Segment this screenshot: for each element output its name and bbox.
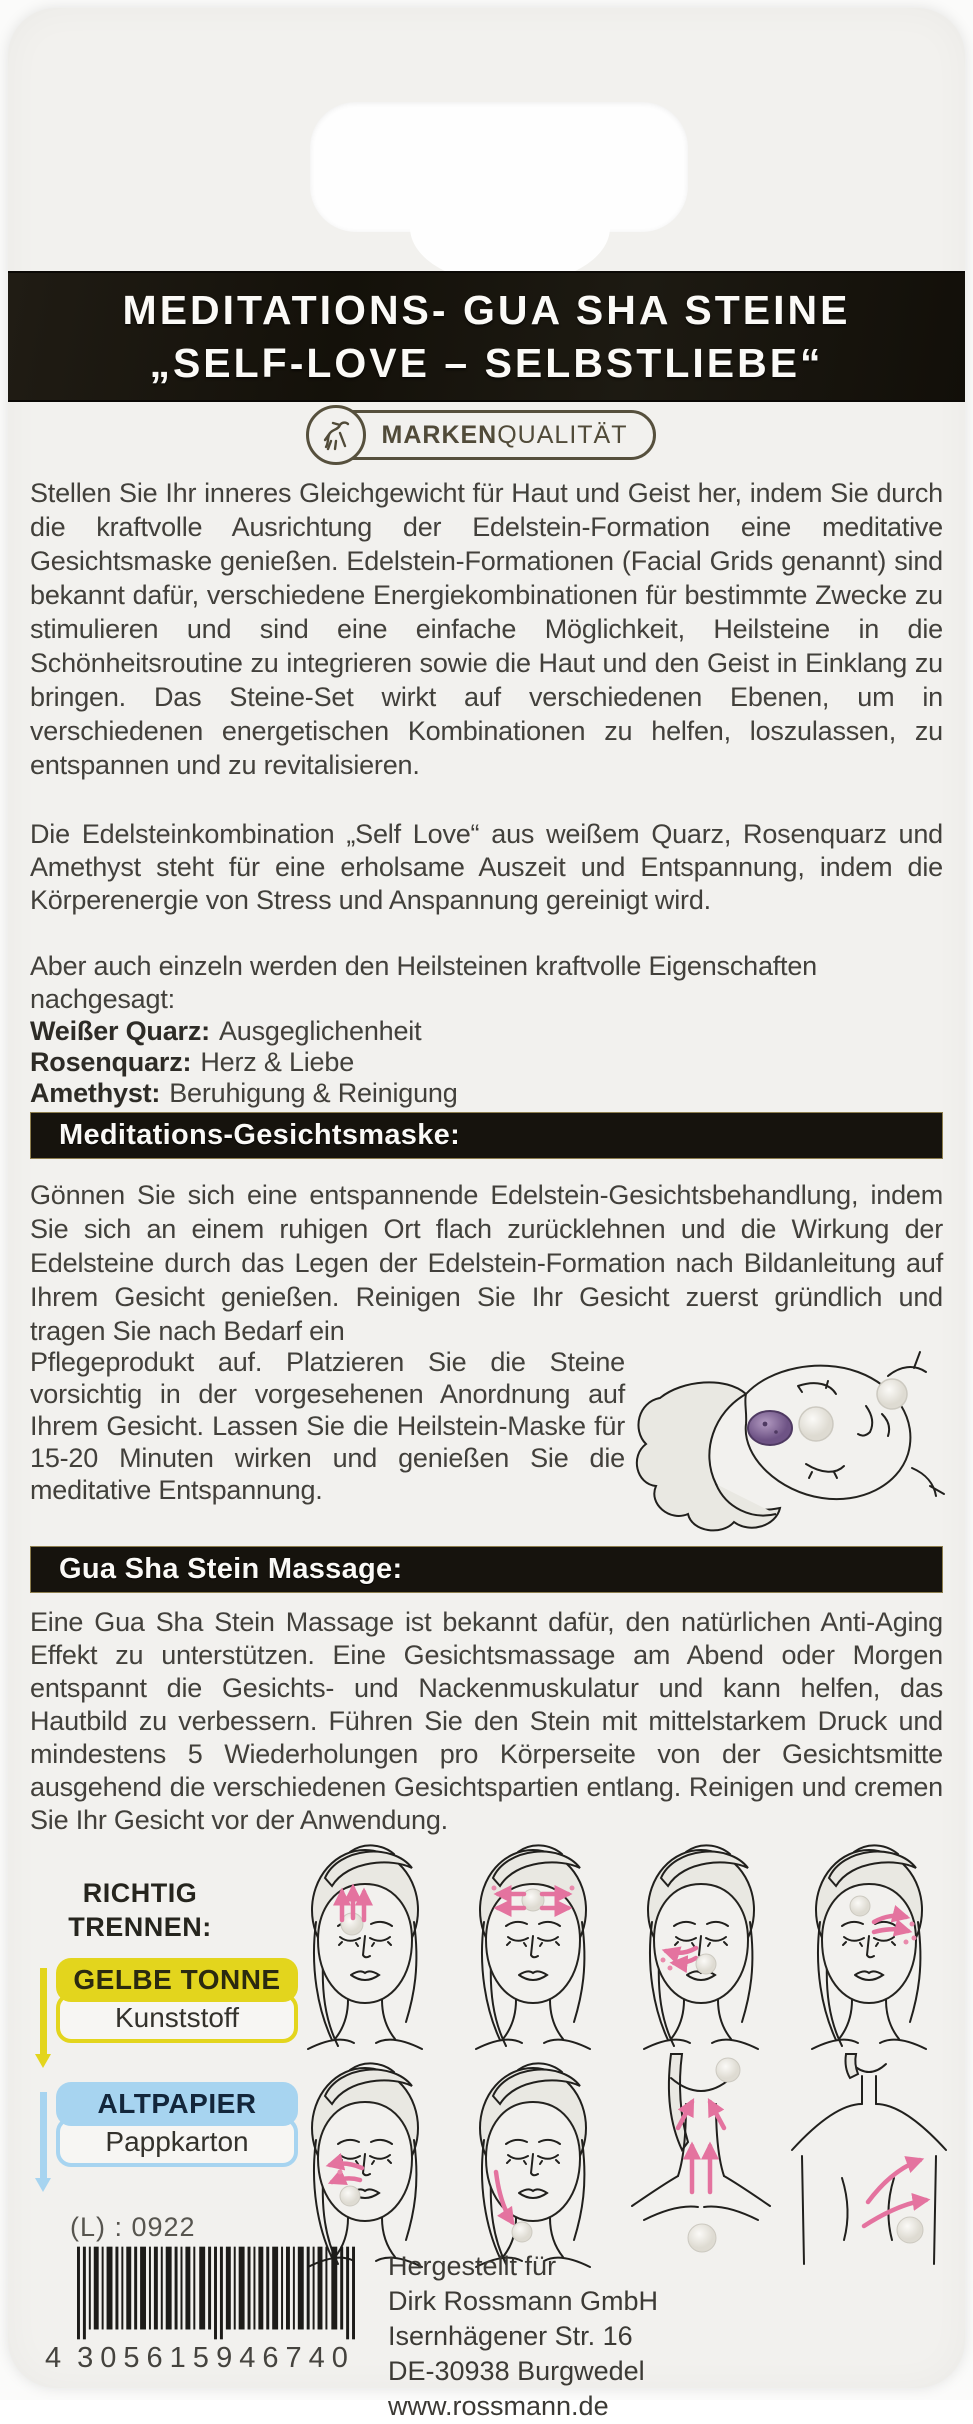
barcode-bars [77,2246,355,2340]
barcode-digits: 4 305615 946740 [45,2342,355,2374]
mask-paragraph-part2: Pflegeprodukt auf. Platzieren Sie die Steine vorsichtig in der vorgesehenen Anordnung auf Ihrem Gesicht. Lassen Sie die Heilstein-Maske für 15-20 Minuten wirken und genießen Sie die meditative Entspannung. [30,1347,625,1505]
recycling-item-altpapier [40,2082,298,2167]
badge-text-qualitaet: QUALITÄT [497,420,628,449]
massage-step-forehead-out [448,1836,618,2056]
combination-paragraph: Die Edelsteinkombination „Self Love“ aus weißem Quarz, Rosenquarz und Amethyst steht für eine erholsame Auszeit und Entspannung, indem die Körperenergie von Stress und Anspannung gereinigt wird. [30,819,943,915]
markenqualitaet-badge [0,410,973,460]
intro-paragraph: Stellen Sie Ihr inneres Gleichgewicht für Haut und Geist her, indem Sie durch die kraftvolle Ausrichtung der Edelstein-Formation eine meditative Gesichtsmaske genießen. Edelstein-Formationen (Facial Grids genannt) sind bekannt dafür, verschiedene Energiekombinationen für bestimmte Zwecke zu stimulieren und sind eine einfache Möglichkeit, Heilsteine in die Schönheitsroutine zu integrieren sowie die Haut und den Geist in Einklang zu bringen. Das Steine-Set wirkt auf verschiedenen Ebenen, um in verschiedenen energetischen Kombinationen zu helfen, loszulassen, zu entspannen und zu revitalisieren. [30,478,943,780]
address-line: Hergestellt für [388,2251,557,2281]
massage-step-cheek-out [280,2054,450,2274]
bin-material: Pappkarton [56,2117,298,2167]
ean-barcode [45,2246,355,2375]
massage-step-brow-out [784,1836,954,2056]
properties-intro: Aber auch einzeln werden den Heilsteinen kraftvolle Eigenschaften nachgesagt: [30,951,817,1014]
address-line: DE-30938 Burgwedel [388,2356,645,2386]
rossmann-centaur-icon [306,405,366,465]
section-header-massage: Gua Sha Stein Massage: [30,1546,943,1593]
title-line-2: „SELF-LOVE – SELBSTLIEBE“ [149,339,824,386]
yellow-arrow-icon [40,1968,47,2054]
stone-properties [30,950,943,1109]
massage-paragraph: Eine Gua Sha Stein Massage ist bekannt dafür, den natürlichen Anti-Aging Effekt zu unterstützen. Eine Gesichtsmassage am Abend oder Morgen entspannt die Gesichts- und Nackenmuskulatur und kann helfen, das Hautbild zu verbessern. Führen Sie den Stein mit mittelstarkem Druck und mindestens 5 Wiederholungen pro Körperseite von der Gesichtsmitte ausgehend die verschiedenen Gesichtspartien entlang. Reinigen und cremen Sie Ihr Gesicht vor der Anwendung. [30,1607,943,1835]
address-line: Isernhägener Str. 16 [388,2321,633,2351]
mask-paragraph-part1: Gönnen Sie sich eine entspannende Edelstein-Gesichtsbehandlung, indem Sie sich an einem ruhigen Ort flach zurücklehnen und die Wirkung der Edelsteine durch das Legen der Edelstein-Formation nach Bildanleitung auf Ihrem Gesicht genießen. Reinigen Sie Ihr Gesicht zuerst gründlich und tragen Sie nach Bedarf ein [30,1180,943,1346]
recycling-item-gelbe-tonne [40,1958,298,2043]
property-rosenquarz: Rosenquarz: Herz & Liebe [30,1047,355,1077]
massage-step-forehead-up [280,1836,450,2056]
property-weisser-quarz: Weißer Quarz: Ausgeglichenheit [30,1016,422,1046]
bin-label: GELBE TONNE [56,1958,298,2002]
bin-label: ALTPAPIER [56,2082,298,2126]
massage-step-neck-up [616,2054,786,2274]
batch-code: (L) : 0922 [70,2212,196,2242]
address-line: Dirk Rossmann GmbH [388,2286,659,2316]
massage-step-jawline [448,2054,618,2274]
massage-step-under-eye [616,1836,786,2056]
address-line website-url: www.rossmann.de [388,2391,609,2421]
bin-material: Kunststoff [56,1993,298,2043]
property-amethyst: Amethyst: Beruhigung & Reinigung [30,1078,458,1108]
manufacturer-address [388,2249,658,2424]
section-header-gesichtsmaske: Meditations-Gesichtsmaske: [30,1112,943,1159]
title-banner [8,271,965,402]
recycling-heading: RICHTIG TRENNEN: [68,1878,212,1942]
title-line-1: MEDITATIONS- GUA SHA STEINE [122,286,851,333]
hang-hole [310,102,688,232]
reclining-face-illustration [630,1328,960,1545]
blue-arrow-icon [40,2092,47,2178]
massage-step-shoulder [784,2054,954,2274]
badge-text-marken: MARKEN [381,420,498,449]
